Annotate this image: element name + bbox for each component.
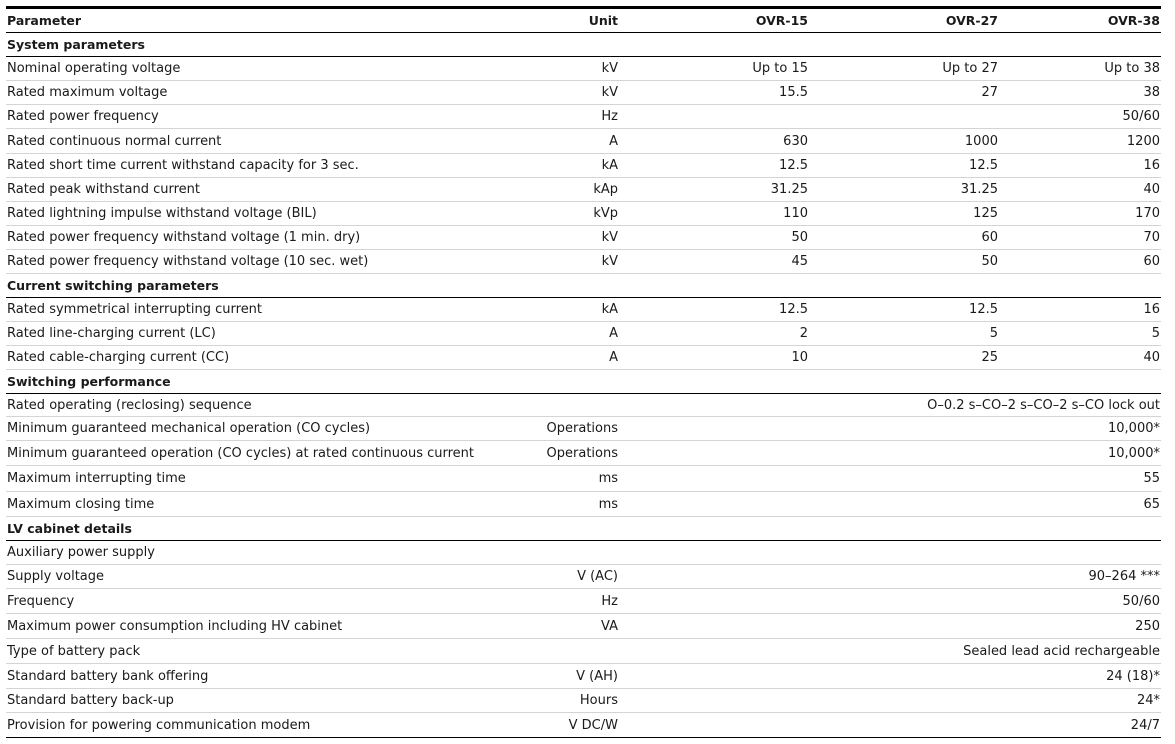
cell-parameter: Minimum guaranteed mechanical operation (CO cycles) — [7, 421, 371, 436]
table-row — [6, 664, 1161, 689]
cell-ovr-27: 50 — [981, 254, 998, 269]
table-row — [6, 713, 1161, 738]
cell-unit: kA — [601, 158, 618, 173]
cell-ovr-38: 50/60 — [1122, 593, 1160, 609]
cell-parameter: Nominal operating voltage — [7, 61, 181, 76]
cell-unit: Hz — [601, 109, 618, 124]
cell-parameter: Frequency — [7, 593, 75, 609]
table-row — [6, 689, 1161, 713]
table-row — [6, 81, 1161, 105]
table-row — [6, 298, 1161, 322]
cell-parameter: Rated peak withstand current — [7, 182, 201, 197]
cell-ovr-15: 110 — [783, 206, 808, 221]
cell-ovr-38: 50/60 — [1122, 109, 1160, 124]
cell-ovr-15: 15.5 — [779, 85, 808, 100]
cell-unit: A — [609, 326, 618, 341]
header-ovr-38: OVR-38 — [1107, 13, 1160, 28]
section-heading — [6, 370, 1161, 394]
table-row — [6, 541, 1161, 565]
cell-parameter: Supply voltage — [7, 569, 105, 584]
cell-parameter: Minimum guaranteed operation (CO cycles) at rated continuous current — [7, 445, 475, 461]
cell-ovr-38: Up to 38 — [1104, 61, 1160, 76]
cell-unit: ms — [598, 471, 618, 486]
cell-ovr-15: 12.5 — [779, 158, 808, 173]
cell-parameter: Maximum closing time — [7, 496, 155, 512]
cell-parameter: Rated power frequency withstand voltage (1 min. dry) — [7, 230, 361, 245]
cell-ovr-38: 10,000* — [1108, 445, 1160, 461]
cell-ovr-38: O–0.2 s–CO–2 s–CO–2 s–CO lock out — [927, 397, 1160, 413]
cell-ovr-15: 12.5 — [779, 302, 808, 317]
cell-unit: V (AC) — [577, 569, 618, 584]
cell-ovr-27: 5 — [989, 326, 998, 341]
cell-ovr-27: 1000 — [964, 133, 998, 149]
cell-parameter: Standard battery back-up — [7, 693, 174, 708]
table-row — [6, 129, 1161, 154]
cell-ovr-38: Sealed lead acid rechargeable — [963, 643, 1160, 659]
cell-unit: Operations — [546, 445, 618, 461]
cell-ovr-38: 38 — [1143, 85, 1160, 100]
section-heading — [6, 33, 1161, 57]
section-heading — [6, 274, 1161, 298]
cell-ovr-38: 70 — [1143, 230, 1160, 245]
table-row — [6, 57, 1161, 81]
cell-ovr-27: 12.5 — [969, 158, 998, 173]
cell-ovr-27: Up to 27 — [942, 61, 998, 76]
cell-parameter: Rated short time current withstand capacity for 3 sec. — [7, 158, 359, 173]
cell-parameter: Rated lightning impulse withstand voltage (BIL) — [7, 206, 317, 221]
header-parameter: Parameter — [7, 13, 81, 28]
cell-parameter: Rated power frequency withstand voltage (10 sec. wet) — [7, 254, 369, 269]
section-heading — [6, 517, 1161, 541]
cell-ovr-38: 40 — [1143, 350, 1160, 365]
cell-unit: V DC/W — [568, 717, 618, 733]
cell-unit: Hours — [579, 693, 618, 708]
cell-ovr-15: 31.25 — [770, 182, 808, 197]
cell-ovr-38: 60 — [1143, 254, 1160, 269]
cell-ovr-27: 60 — [981, 230, 998, 245]
cell-unit: kV — [601, 85, 618, 100]
cell-ovr-38: 1200 — [1126, 133, 1160, 149]
cell-parameter: Standard battery bank offering — [7, 668, 209, 684]
cell-parameter: Provision for powering communication modem — [7, 717, 311, 733]
cell-ovr-38: 24 (18)* — [1106, 668, 1160, 684]
cell-unit: VA — [601, 618, 618, 634]
cell-ovr-38: 16 — [1143, 302, 1160, 317]
cell-ovr-27: 27 — [981, 85, 998, 100]
cell-parameter: Auxiliary power supply — [7, 545, 155, 560]
table-row — [6, 202, 1161, 226]
cell-unit: kV — [601, 254, 618, 269]
cell-ovr-38: 10,000* — [1108, 421, 1160, 436]
cell-parameter: Rated power frequency — [7, 109, 159, 124]
cell-unit: kVp — [593, 206, 618, 221]
cell-ovr-38: 24* — [1136, 693, 1160, 708]
table-row — [6, 178, 1161, 202]
cell-ovr-38: 16 — [1143, 158, 1160, 173]
cell-ovr-27: 25 — [981, 350, 998, 365]
cell-unit: kA — [601, 302, 618, 317]
cell-ovr-15: 630 — [783, 133, 808, 149]
table-row — [6, 105, 1161, 129]
cell-ovr-38: 250 — [1135, 618, 1160, 634]
table-row — [6, 492, 1161, 517]
table-row — [6, 565, 1161, 589]
table-row — [6, 441, 1161, 466]
table-row — [6, 394, 1161, 417]
section-title: Switching performance — [7, 374, 171, 389]
cell-parameter: Rated symmetrical interrupting current — [7, 302, 263, 317]
cell-ovr-15: 10 — [791, 350, 808, 365]
cell-parameter: Rated operating (reclosing) sequence — [7, 397, 252, 413]
table-row — [6, 417, 1161, 441]
cell-parameter: Rated cable-charging current (CC) — [7, 350, 230, 365]
cell-ovr-38: 24/7 — [1130, 717, 1160, 733]
cell-parameter: Rated continuous normal current — [7, 133, 222, 149]
cell-ovr-38: 65 — [1143, 496, 1160, 512]
table-header — [6, 6, 1161, 33]
cell-ovr-27: 125 — [973, 206, 998, 221]
section-title: Current switching parameters — [7, 278, 219, 293]
table-row — [6, 589, 1161, 614]
cell-unit: ms — [598, 496, 618, 512]
cell-unit: kAp — [593, 182, 618, 197]
cell-parameter: Type of battery pack — [7, 643, 141, 659]
spec-table — [6, 6, 1161, 738]
cell-ovr-38: 55 — [1143, 471, 1160, 486]
cell-ovr-15: 50 — [791, 230, 808, 245]
cell-ovr-38: 170 — [1135, 206, 1160, 221]
cell-ovr-38: 90–264 *** — [1088, 569, 1160, 584]
cell-unit: A — [609, 133, 618, 149]
cell-unit: Hz — [601, 593, 618, 609]
cell-unit: A — [609, 350, 618, 365]
header-unit: Unit — [588, 13, 618, 28]
header-ovr-15: OVR-15 — [755, 13, 808, 28]
table-row — [6, 639, 1161, 664]
cell-parameter: Maximum power consumption including HV cabinet — [7, 618, 343, 634]
cell-unit: kV — [601, 230, 618, 245]
table-row — [6, 250, 1161, 274]
table-row — [6, 346, 1161, 370]
cell-parameter: Rated maximum voltage — [7, 85, 168, 100]
cell-ovr-15: 45 — [791, 254, 808, 269]
cell-unit: V (AH) — [576, 668, 618, 684]
cell-ovr-38: 40 — [1143, 182, 1160, 197]
table-row — [6, 226, 1161, 250]
table-body — [6, 33, 1161, 738]
cell-ovr-27: 31.25 — [960, 182, 998, 197]
cell-ovr-38: 5 — [1151, 326, 1160, 341]
table-row — [6, 154, 1161, 178]
cell-ovr-15: 2 — [799, 326, 808, 341]
cell-ovr-15: Up to 15 — [752, 61, 808, 76]
cell-parameter: Maximum interrupting time — [7, 471, 186, 486]
cell-parameter: Rated line-charging current (LC) — [7, 326, 216, 341]
cell-unit: Operations — [546, 421, 618, 436]
section-title: System parameters — [7, 37, 145, 52]
table-row — [6, 466, 1161, 492]
cell-ovr-27: 12.5 — [969, 302, 998, 317]
table-row — [6, 614, 1161, 639]
section-title: LV cabinet details — [7, 521, 132, 536]
header-ovr-27: OVR-27 — [945, 13, 998, 28]
table-row — [6, 322, 1161, 346]
cell-unit: kV — [601, 61, 618, 76]
